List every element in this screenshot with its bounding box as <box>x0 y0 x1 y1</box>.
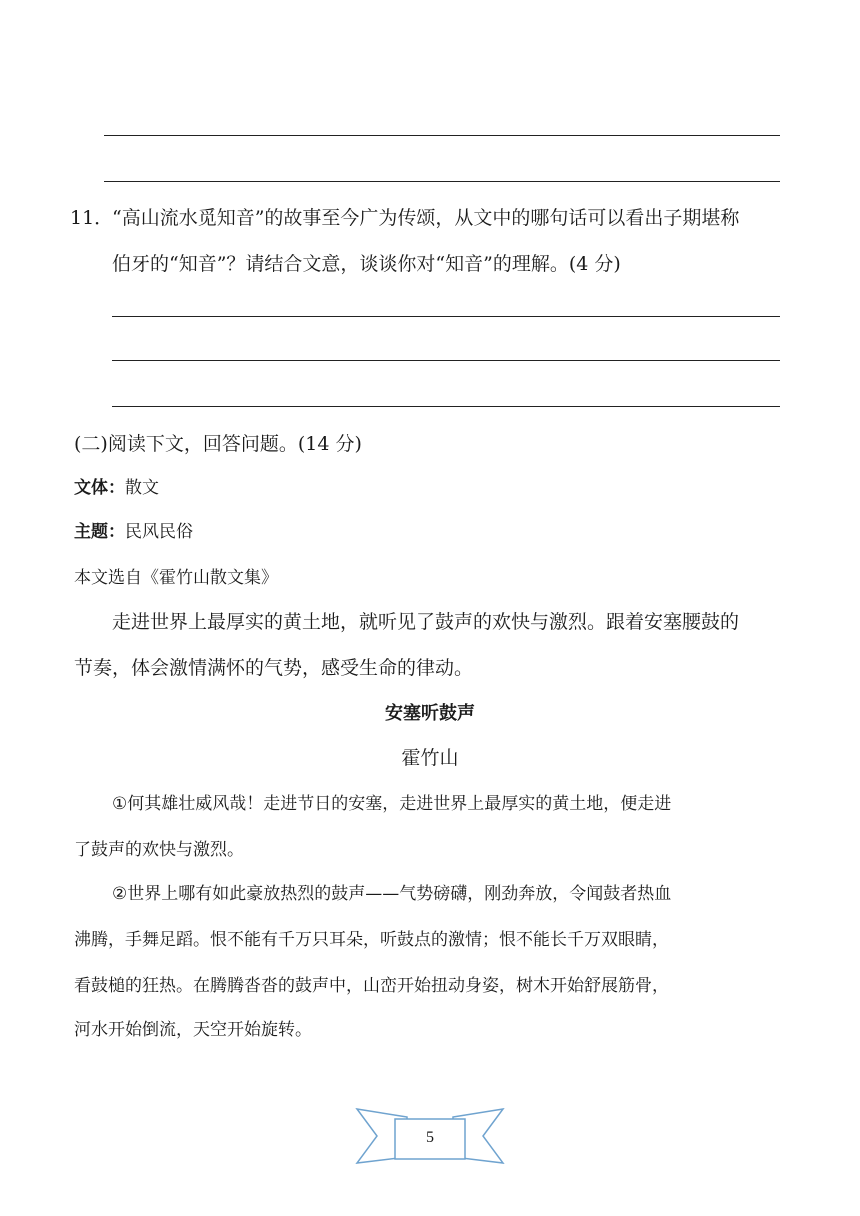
source-note: 本文选自《霍竹山散文集》 <box>74 568 278 588</box>
answer-line[interactable] <box>112 406 780 407</box>
article-author: 霍竹山 <box>401 747 459 769</box>
question-text-line-2: 伯牙的“知音”？请结合文意，谈谈你对“知音”的理解。(4 分) <box>112 253 621 275</box>
page-number: 5 <box>426 1129 434 1146</box>
answer-line[interactable] <box>112 316 780 317</box>
genre-label: 文体： <box>74 478 125 498</box>
theme-label: 主题： <box>74 522 125 542</box>
section-heading: (二)阅读下文，回答问题。(14 分) <box>74 433 362 455</box>
article-title: 安塞听鼓声 <box>385 703 475 724</box>
question-text-line-1: “高山流水觅知音”的故事至今广为传颂，从文中的哪句话可以看出子期堪称 <box>112 207 740 229</box>
genre-value: 散文 <box>125 478 159 498</box>
theme-value: 民风民俗 <box>125 522 193 542</box>
paragraph-2-line-1: ②世界上哪有如此豪放热烈的鼓声——气势磅礴，刚劲奔放，令闻鼓者热血 <box>112 884 672 904</box>
answer-line[interactable] <box>104 181 780 182</box>
paragraph-2-line-3: 看鼓槌的狂热。在腾腾沓沓的鼓声中，山峦开始扭动身姿，树木开始舒展筋骨， <box>74 976 669 996</box>
question-number: 11． <box>70 207 114 229</box>
theme-row <box>74 520 193 544</box>
answer-line[interactable] <box>104 135 780 136</box>
paragraph-2-line-4: 河水开始倒流，天空开始旋转。 <box>74 1020 312 1040</box>
intro-line-1: 走进世界上最厚实的黄土地，就听见了鼓声的欢快与激烈。跟着安塞腰鼓的 <box>112 611 740 633</box>
paragraph-1-line-2: 了鼓声的欢快与激烈。 <box>74 840 244 860</box>
genre-row <box>74 476 159 500</box>
paragraph-2-line-2: 沸腾，手舞足蹈。恨不能有千万只耳朵，听鼓点的激情；恨不能长千万双眼睛， <box>74 930 669 950</box>
intro-line-2: 节奏，体会激情满怀的气势，感受生命的律动。 <box>74 657 474 679</box>
answer-line[interactable] <box>112 360 780 361</box>
paragraph-1-line-1: ①何其雄壮威风哉！走进节日的安塞，走进世界上最厚实的黄土地，便走进 <box>112 794 672 814</box>
